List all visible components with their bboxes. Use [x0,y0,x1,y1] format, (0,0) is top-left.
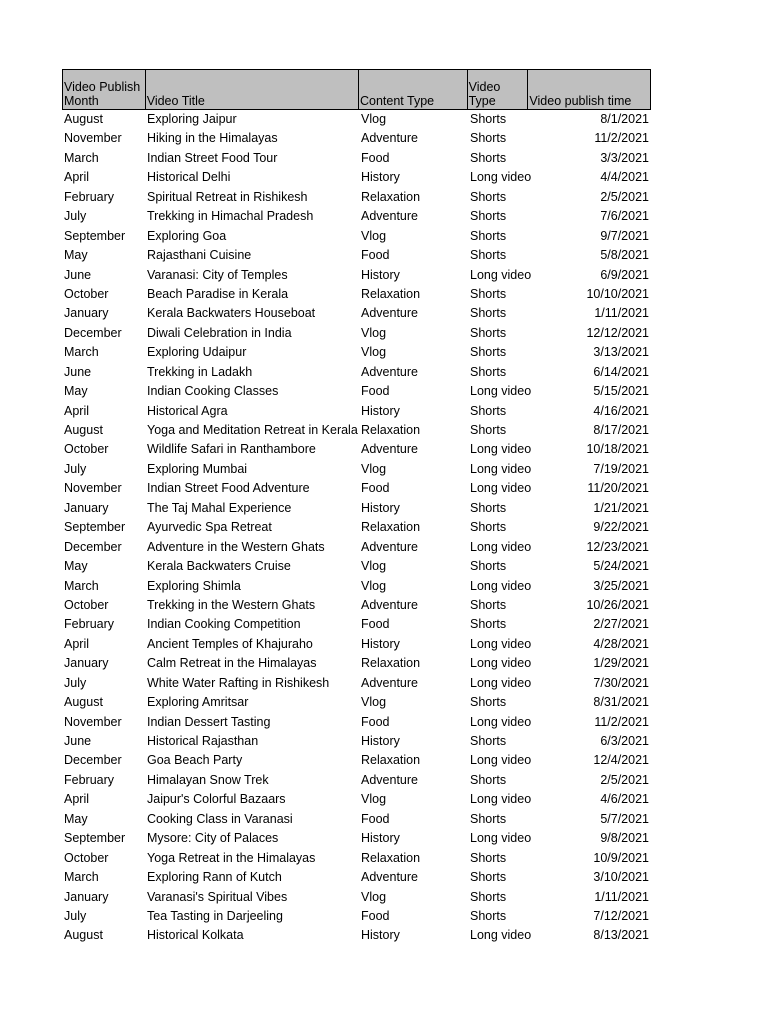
table-row [62,207,651,226]
table-row [62,188,651,207]
title-cell[interactable]: Exploring Rann of Kutch [147,870,282,885]
publish-time-cell[interactable]: 2/27/2021 [593,617,649,632]
video-type-cell[interactable]: Shorts [470,734,507,748]
video-type-cell[interactable]: Long video [470,170,532,185]
table-row [62,518,651,537]
table-row [62,635,651,654]
video-type-cell[interactable]: Shorts [470,559,507,574]
month-cell[interactable]: February [64,772,115,787]
table-row [62,227,651,246]
table-row [62,888,651,907]
publish-time-cell[interactable]: 8/17/2021 [593,423,649,437]
title-cell[interactable]: Indian Cooking Classes [147,384,279,399]
title-cell[interactable]: Exploring Udaipur [147,345,247,360]
video-type-cell[interactable]: Long video [470,636,532,651]
table-row [62,732,651,751]
content-type-cell[interactable]: Vlog [361,578,387,593]
content-type-cell[interactable]: History [361,170,400,185]
month-cell[interactable]: April [64,636,90,651]
video-type-cell[interactable]: Long video [470,481,532,496]
month-cell[interactable]: August [64,112,103,126]
content-type-cell[interactable]: Adventure [361,364,418,379]
month-cell[interactable]: February [64,189,115,204]
table-row [62,382,651,401]
table-row [62,324,651,343]
title-cell[interactable]: Diwali Celebration in India [147,325,292,340]
publish-time-cell[interactable]: 1/29/2021 [593,656,649,671]
publish-time-cell[interactable]: 11/20/2021 [587,481,649,496]
content-type-cell[interactable]: Relaxation [361,850,421,865]
month-cell[interactable]: November [64,481,122,496]
title-cell[interactable]: Indian Dessert Tasting [147,714,271,729]
publish-time-cell[interactable]: 6/14/2021 [593,364,649,379]
video-type-cell[interactable]: Long video [470,578,532,593]
table-row [62,557,651,576]
title-cell[interactable]: Mysore: City of Palaces [147,831,279,846]
video-type-cell[interactable]: Long video [470,753,532,768]
table-row [62,129,651,148]
video-type-cell[interactable]: Shorts [470,150,507,165]
table-row [62,460,651,479]
video-type-cell[interactable]: Shorts [470,248,507,263]
month-cell[interactable]: October [64,850,109,865]
spreadsheet-table [62,69,651,946]
publish-time-cell[interactable]: 7/19/2021 [593,461,649,476]
publish-time-cell[interactable]: 11/2/2021 [594,714,649,729]
month-cell[interactable]: July [64,461,87,476]
content-type-cell[interactable]: Food [361,714,390,729]
table-row [62,771,651,790]
publish-time-cell[interactable]: 12/4/2021 [593,753,649,768]
video-type-cell[interactable]: Shorts [470,889,507,904]
content-type-cell[interactable]: Vlog [361,325,387,340]
month-cell[interactable]: January [64,500,109,515]
month-cell[interactable]: April [64,170,90,185]
content-type-cell[interactable]: Vlog [361,345,387,360]
content-type-cell[interactable]: Adventure [361,870,418,885]
table-row [62,402,651,421]
month-cell[interactable]: December [64,325,122,340]
month-cell[interactable]: March [64,578,99,593]
table-body [62,110,651,946]
month-cell[interactable]: July [64,908,87,923]
publish-time-cell[interactable]: 2/5/2021 [600,189,649,204]
video-type-cell[interactable]: Shorts [470,850,507,865]
content-type-cell[interactable]: History [361,831,400,846]
title-cell[interactable]: Spiritual Retreat in Rishikesh [147,189,308,204]
video-type-cell[interactable]: Shorts [470,209,507,224]
publish-time-cell[interactable]: 12/23/2021 [586,539,649,554]
header-video-title[interactable]: Video Title [146,70,359,109]
month-cell[interactable]: January [64,889,109,904]
content-type-cell[interactable]: Relaxation [361,286,421,301]
content-type-cell[interactable]: Food [361,150,390,165]
publish-time-cell[interactable]: 3/10/2021 [593,870,649,885]
title-cell[interactable]: Historical Agra [147,403,228,418]
title-cell[interactable]: Adventure in the Western Ghats [147,539,325,554]
publish-time-cell[interactable]: 4/6/2021 [600,792,649,807]
table-row [62,363,651,382]
video-type-cell[interactable]: Shorts [470,423,507,437]
table-row [62,285,651,304]
content-type-cell[interactable]: Food [361,248,390,263]
month-cell[interactable]: June [64,734,92,748]
table-row [62,479,651,498]
table-row [62,615,651,634]
content-type-cell[interactable]: Food [361,384,390,399]
title-cell[interactable]: Himalayan Snow Trek [147,772,269,787]
table-row [62,577,651,596]
table-row [62,246,651,265]
table-row [62,751,651,770]
content-type-cell[interactable]: Vlog [361,461,387,476]
content-type-cell[interactable]: Vlog [361,792,387,807]
video-type-cell[interactable]: Shorts [470,345,507,360]
publish-time-cell[interactable]: 6/3/2021 [600,734,649,748]
title-cell[interactable]: Yoga and Meditation Retreat in Kerala [147,423,358,437]
publish-time-cell[interactable]: 4/16/2021 [593,403,649,418]
content-type-cell[interactable]: Adventure [361,209,418,224]
title-cell[interactable]: Ancient Temples of Khajuraho [147,636,313,651]
publish-time-cell[interactable]: 8/1/2021 [600,112,649,126]
title-cell[interactable]: Goa Beach Party [147,753,243,768]
month-cell[interactable]: November [64,714,122,729]
title-cell[interactable]: Ayurvedic Spa Retreat [147,520,272,535]
table-row [62,654,651,673]
video-type-cell[interactable]: Shorts [470,306,507,321]
title-cell[interactable]: Cooking Class in Varanasi [147,811,293,826]
table-row [62,829,651,848]
table-row [62,693,651,712]
month-cell[interactable]: March [64,870,99,885]
content-type-cell[interactable]: Vlog [361,112,387,126]
title-cell[interactable]: Historical Delhi [147,170,231,185]
title-cell[interactable]: Wildlife Safari in Ranthambore [147,442,316,457]
title-cell[interactable]: Hiking in the Himalayas [147,131,278,146]
month-cell[interactable]: August [64,423,103,437]
title-cell[interactable]: Rajasthani Cuisine [147,248,252,263]
content-type-cell[interactable]: Relaxation [361,423,421,437]
month-cell[interactable]: April [64,792,90,807]
title-cell[interactable]: Exploring Shimla [147,578,241,593]
content-type-cell[interactable]: Food [361,811,390,826]
publish-time-cell[interactable]: 7/12/2021 [593,908,649,923]
content-type-cell[interactable]: Adventure [361,597,418,612]
publish-time-cell[interactable]: 5/15/2021 [593,384,649,399]
video-type-cell[interactable]: Shorts [470,228,507,243]
publish-time-cell[interactable]: 5/7/2021 [600,811,649,826]
content-type-cell[interactable]: Adventure [361,306,418,321]
title-cell[interactable]: Yoga Retreat in the Himalayas [147,850,316,865]
content-type-cell[interactable]: History [361,734,400,748]
content-type-cell[interactable]: History [361,267,400,282]
table-row [62,810,651,829]
month-cell[interactable]: October [64,286,109,301]
content-type-cell[interactable]: Vlog [361,889,387,904]
content-type-cell[interactable]: History [361,928,400,943]
month-cell[interactable]: July [64,675,87,690]
publish-time-cell[interactable]: 3/13/2021 [593,345,649,360]
publish-time-cell[interactable]: 5/24/2021 [593,559,649,574]
title-cell[interactable]: Historical Kolkata [147,928,244,943]
content-type-cell[interactable]: History [361,636,400,651]
publish-time-cell[interactable]: 3/3/2021 [600,150,649,165]
table-row [62,168,651,187]
title-cell[interactable]: Trekking in Himachal Pradesh [147,209,314,224]
month-cell[interactable]: December [64,539,122,554]
video-type-cell[interactable]: Shorts [470,772,507,787]
month-cell[interactable]: January [64,656,109,671]
title-cell[interactable]: The Taj Mahal Experience [147,500,292,515]
content-type-cell[interactable]: Food [361,617,390,632]
video-type-cell[interactable]: Shorts [470,811,507,826]
video-type-cell[interactable]: Shorts [470,286,507,301]
table-row [62,421,651,440]
video-type-cell[interactable]: Shorts [470,908,507,923]
publish-time-cell[interactable]: 9/7/2021 [600,228,649,243]
video-type-cell[interactable]: Shorts [470,403,507,418]
publish-time-cell[interactable]: 9/22/2021 [593,520,649,535]
table-row [62,674,651,693]
video-type-cell[interactable]: Shorts [470,112,507,126]
month-cell[interactable]: August [64,928,103,943]
content-type-cell[interactable]: Vlog [361,695,387,710]
table-row [62,266,651,285]
publish-time-cell[interactable]: 12/12/2021 [586,325,649,340]
content-type-cell[interactable]: Relaxation [361,520,421,535]
publish-time-cell[interactable]: 3/25/2021 [593,578,649,593]
video-type-cell[interactable]: Shorts [470,500,507,515]
content-type-cell[interactable]: Adventure [361,539,418,554]
month-cell[interactable]: September [64,520,126,535]
video-type-cell[interactable]: Shorts [470,870,507,885]
publish-time-cell[interactable]: 2/5/2021 [600,772,649,787]
month-cell[interactable]: July [64,209,87,224]
title-cell[interactable]: Kerala Backwaters Houseboat [147,306,316,321]
table-row [62,713,651,732]
content-type-cell[interactable]: Relaxation [361,753,421,768]
video-type-cell[interactable]: Shorts [470,520,507,535]
content-type-cell[interactable]: History [361,403,400,418]
title-cell[interactable]: Trekking in the Western Ghats [147,597,316,612]
video-type-cell[interactable]: Long video [470,442,532,457]
table-row [62,868,651,887]
title-cell[interactable]: Jaipur's Colorful Bazaars [147,792,286,807]
title-cell[interactable]: Indian Street Food Tour [147,150,278,165]
title-cell[interactable]: Beach Paradise in Kerala [147,286,289,301]
content-type-cell[interactable]: Adventure [361,131,418,146]
month-cell[interactable]: April [64,403,90,418]
video-type-cell[interactable]: Long video [470,831,532,846]
publish-time-cell[interactable]: 11/2/2021 [594,131,649,146]
content-type-cell[interactable]: Relaxation [361,656,421,671]
video-type-cell[interactable]: Long video [470,675,532,690]
table-row [62,304,651,323]
publish-time-cell[interactable]: 1/11/2021 [594,889,649,904]
content-type-cell[interactable]: Relaxation [361,189,421,204]
publish-time-cell[interactable]: 4/28/2021 [593,636,649,651]
month-cell[interactable]: December [64,753,122,768]
month-cell[interactable]: May [64,248,88,263]
video-type-cell[interactable]: Long video [470,267,532,282]
title-cell[interactable]: Exploring Amritsar [147,695,249,710]
table-row [62,790,651,809]
publish-time-cell[interactable]: 8/31/2021 [593,695,649,710]
month-cell[interactable]: March [64,150,99,165]
table-row [62,849,651,868]
title-cell[interactable]: Indian Cooking Competition [147,617,301,632]
table-row [62,499,651,518]
video-type-cell[interactable]: Long video [470,714,532,729]
table-row [62,149,651,168]
publish-time-cell[interactable]: 10/9/2021 [593,850,649,865]
title-cell[interactable]: Varanasi: City of Temples [147,267,288,282]
month-cell[interactable]: August [64,695,103,710]
publish-time-cell[interactable]: 5/8/2021 [600,248,649,263]
video-type-cell[interactable]: Shorts [470,364,507,379]
title-cell[interactable]: Exploring Mumbai [147,461,248,476]
content-type-cell[interactable]: Food [361,908,390,923]
publish-time-cell[interactable]: 1/21/2021 [593,500,649,515]
table-row [62,110,651,129]
video-type-cell[interactable]: Long video [470,656,532,671]
month-cell[interactable]: November [64,131,122,146]
video-type-cell[interactable]: Shorts [470,131,507,146]
content-type-cell[interactable]: Vlog [361,228,387,243]
month-cell[interactable]: May [64,384,88,399]
publish-time-cell[interactable]: 9/8/2021 [600,831,649,846]
table-row [62,440,651,459]
month-cell[interactable]: February [64,617,115,632]
title-cell[interactable]: Varanasi's Spiritual Vibes [147,889,288,904]
month-cell[interactable]: September [64,831,126,846]
table-row [62,538,651,557]
month-cell[interactable]: January [64,306,109,321]
content-type-cell[interactable]: History [361,500,400,515]
header-video-publish-month[interactable]: Video Publish Month [63,70,146,109]
publish-time-cell[interactable]: 7/30/2021 [593,675,649,690]
header-video-type[interactable]: Video Type [468,70,529,109]
publish-time-cell[interactable]: 8/13/2021 [593,928,649,943]
content-type-cell[interactable]: Adventure [361,442,418,457]
title-cell[interactable]: Tea Tasting in Darjeeling [147,908,283,923]
title-cell[interactable]: Exploring Jaipur [147,112,237,126]
month-cell[interactable]: May [64,811,88,826]
title-cell[interactable]: White Water Rafting in Rishikesh [147,675,330,690]
publish-time-cell[interactable]: 4/4/2021 [600,170,649,185]
month-cell[interactable]: October [64,442,109,457]
publish-time-cell[interactable]: 10/10/2021 [586,286,649,301]
month-cell[interactable]: March [64,345,99,360]
table-row [62,596,651,615]
publish-time-cell[interactable]: 10/18/2021 [586,442,649,457]
title-cell[interactable]: Kerala Backwaters Cruise [147,559,291,574]
title-cell[interactable]: Indian Street Food Adventure [147,481,310,496]
header-content-type[interactable]: Content Type [359,70,468,109]
content-type-cell[interactable]: Adventure [361,675,418,690]
publish-time-cell[interactable]: 6/9/2021 [600,267,649,282]
video-type-cell[interactable]: Long video [470,384,532,399]
title-cell[interactable]: Calm Retreat in the Himalayas [147,656,317,671]
video-type-cell[interactable]: Shorts [470,325,507,340]
title-cell[interactable]: Exploring Goa [147,228,227,243]
content-type-cell[interactable]: Food [361,481,390,496]
table-header-row [62,69,651,110]
video-type-cell[interactable]: Long video [470,792,532,807]
content-type-cell[interactable]: Vlog [361,559,387,574]
video-type-cell[interactable]: Long video [470,461,532,476]
publish-time-cell[interactable]: 10/26/2021 [586,597,649,612]
title-cell[interactable]: Historical Rajasthan [147,734,259,748]
month-cell[interactable]: September [64,228,126,243]
month-cell[interactable]: May [64,559,88,574]
video-type-cell[interactable]: Shorts [470,597,507,612]
content-type-cell[interactable]: Adventure [361,772,418,787]
table-row [62,907,651,926]
video-type-cell[interactable]: Shorts [470,189,507,204]
table-row [62,343,651,362]
publish-time-cell[interactable]: 7/6/2021 [600,209,649,224]
header-video-publish-time[interactable]: Video publish time [529,94,632,108]
month-cell[interactable]: June [64,267,92,282]
publish-time-cell[interactable]: 1/11/2021 [594,306,649,321]
month-cell[interactable]: October [64,597,109,612]
video-type-cell[interactable]: Long video [470,928,532,943]
title-cell[interactable]: Trekking in Ladakh [147,364,253,379]
month-cell[interactable]: June [64,364,92,379]
video-type-cell[interactable]: Shorts [470,695,507,710]
table-row [62,926,651,945]
video-type-cell[interactable]: Shorts [470,617,507,632]
video-type-cell[interactable]: Long video [470,539,532,554]
